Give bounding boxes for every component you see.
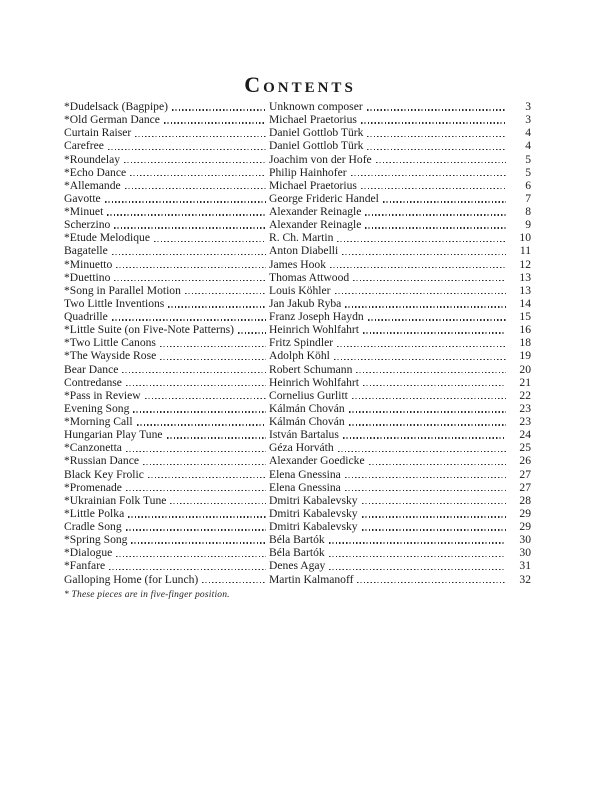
page-number: 5 (525, 165, 531, 179)
composer-name: Jan Jakub Ryba (269, 296, 342, 310)
toc-composer-cell (269, 139, 509, 152)
page-number: 27 (519, 467, 531, 481)
toc-composer-cell (269, 573, 509, 586)
piece-title: Contredanse (64, 375, 122, 389)
toc-row (64, 389, 531, 402)
dot-leader (343, 437, 506, 438)
composer-name: Heinrich Wohlfahrt (269, 375, 359, 389)
dot-leader (367, 149, 506, 150)
toc-composer-cell (269, 323, 509, 336)
toc-title-cell (64, 153, 269, 166)
dot-leader (334, 359, 506, 360)
page-title: Contents (244, 71, 356, 97)
toc-title-cell (64, 533, 269, 546)
piece-title: Bagatelle (64, 244, 108, 258)
toc-title-cell (64, 271, 269, 284)
dot-leader (112, 254, 266, 255)
dot-leader (365, 227, 506, 228)
toc-composer-cell (269, 454, 509, 467)
composer-name: Dmitri Kabalevsky (269, 506, 358, 520)
composer-name: Béla Bartók (269, 546, 325, 560)
composer-name: Alexander Reinagle (269, 218, 362, 232)
dot-leader (361, 188, 506, 189)
dot-leader (337, 346, 506, 347)
toc-row (64, 533, 531, 546)
dot-leader (160, 359, 266, 360)
toc-row (64, 231, 531, 244)
toc-composer-cell (269, 507, 509, 520)
toc-row (64, 336, 531, 349)
toc-title-cell (64, 415, 269, 428)
dot-leader (185, 293, 266, 294)
dot-leader (202, 582, 266, 583)
dot-leader (357, 582, 506, 583)
toc-title-cell (64, 454, 269, 467)
toc-row (64, 126, 531, 139)
toc-row (64, 468, 531, 481)
toc-row (64, 271, 531, 284)
toc-composer-cell (269, 389, 509, 402)
dot-leader (345, 306, 506, 307)
piece-title: Cradle Song (64, 520, 122, 533)
toc-composer-cell (269, 166, 509, 179)
toc-title-cell (64, 520, 269, 533)
piece-title: *Echo Dance (64, 165, 127, 179)
toc-title-cell (64, 166, 269, 179)
page-number: 28 (519, 493, 531, 507)
page-number: 18 (519, 336, 531, 350)
toc-title-cell (64, 573, 269, 586)
toc-composer-cell (269, 310, 509, 323)
toc-row (64, 139, 531, 152)
dot-leader (172, 109, 266, 110)
page-number: 21 (519, 375, 531, 389)
dot-leader (114, 280, 266, 281)
composer-name: Michael Praetorius (269, 113, 357, 127)
dot-leader (362, 529, 506, 530)
dot-leader (148, 477, 266, 478)
composer-name: Unknown composer (269, 100, 363, 113)
toc-composer-cell (269, 231, 509, 244)
piece-title: *Dudelsack (Bagpipe) (64, 100, 168, 113)
toc-composer-cell (269, 533, 509, 546)
toc-row (64, 481, 531, 494)
dot-leader (356, 372, 506, 373)
toc-row (64, 310, 531, 323)
toc-composer-cell (269, 494, 509, 507)
piece-title: *Allemande (64, 178, 121, 192)
dot-leader (112, 319, 266, 320)
toc-title-cell (64, 192, 269, 205)
toc-composer-cell (269, 415, 509, 428)
composer-name: Heinrich Wohlfahrt (269, 323, 359, 337)
toc-title-cell (64, 231, 269, 244)
dot-leader (125, 188, 266, 189)
dot-leader (128, 516, 266, 517)
piece-title: *Pass in Review (64, 388, 141, 402)
toc-composer-cell (269, 284, 509, 297)
dot-leader (143, 464, 266, 465)
composer-name: Elena Gnessina (269, 480, 341, 494)
composer-name: Dmitri Kabalevsky (269, 520, 358, 533)
toc-row (64, 297, 531, 310)
dot-leader (329, 569, 506, 570)
piece-title: Scherzino (64, 218, 111, 232)
dot-leader (376, 162, 506, 163)
piece-title: *The Wayside Rose (64, 349, 157, 363)
dot-leader (349, 424, 506, 425)
toc-title-cell (64, 559, 269, 572)
page-number: 26 (519, 454, 531, 468)
dot-leader (126, 490, 266, 491)
dot-leader (367, 136, 506, 137)
piece-title: *Old German Dance (64, 113, 160, 127)
composer-name: István Bartalus (269, 428, 339, 442)
toc-row (64, 520, 531, 533)
composer-name: Fritz Spindler (269, 336, 334, 350)
toc-composer-cell (269, 376, 509, 389)
composer-name: Elena Gnessina (269, 467, 341, 481)
composer-name: Alexander Goedicke (269, 454, 365, 468)
toc-composer-cell (269, 428, 509, 441)
dot-leader (154, 241, 266, 242)
page-number: 10 (519, 231, 531, 245)
toc-row (64, 415, 531, 428)
dot-leader (116, 267, 266, 268)
toc-title-cell (64, 100, 269, 113)
piece-title: *Morning Call (64, 415, 133, 428)
toc-title-cell (64, 297, 269, 310)
dot-leader (126, 529, 266, 530)
dot-leader (145, 398, 266, 399)
toc-title-cell (64, 428, 269, 441)
page-number: 32 (519, 572, 531, 586)
composer-name: Philip Hainhofer (269, 165, 347, 179)
piece-title: Hungarian Play Tune (64, 428, 163, 442)
dot-leader (337, 241, 506, 242)
toc-row (64, 507, 531, 520)
toc-composer-cell (269, 297, 509, 310)
dot-leader (349, 411, 506, 412)
piece-title: Quadrille (64, 310, 108, 323)
piece-title: *Russian Dance (64, 454, 140, 468)
toc-row (64, 218, 531, 231)
toc-row (64, 441, 531, 454)
toc-title-cell (64, 139, 269, 152)
piece-title: Galloping Home (for Lunch) (64, 572, 199, 586)
dot-leader (338, 451, 506, 452)
dot-leader (126, 385, 266, 386)
toc-composer-cell (269, 192, 509, 205)
toc-composer-cell (269, 153, 509, 166)
composer-name: Adolph Köhl (269, 349, 330, 363)
page-number: 23 (519, 401, 531, 415)
toc-composer-cell (269, 441, 509, 454)
page-number: 5 (525, 152, 531, 166)
toc-row (64, 284, 531, 297)
toc-composer-cell (269, 179, 509, 192)
dot-leader (137, 424, 266, 425)
page-number: 15 (519, 310, 531, 323)
toc-row (64, 363, 531, 376)
dot-leader (114, 227, 266, 228)
composer-name: Géza Horváth (269, 441, 334, 455)
toc-title-cell (64, 507, 269, 520)
piece-title: *Little Suite (on Five-Note Patterns) (64, 323, 235, 337)
toc-composer-cell (269, 481, 509, 494)
composer-name: Daniel Gottlob Türk (269, 139, 364, 153)
composer-name: Franz Joseph Haydn (269, 310, 364, 323)
page-number: 9 (525, 218, 531, 232)
page-number: 27 (519, 480, 531, 494)
toc-row (64, 192, 531, 205)
page-number: 8 (525, 205, 531, 218)
composer-name: Michael Praetorius (269, 178, 357, 192)
composer-name: Joachim von der Hofe (269, 152, 372, 166)
composer-name: Anton Diabelli (269, 244, 339, 258)
toc-composer-cell (269, 546, 509, 559)
toc-row (64, 179, 531, 192)
dot-leader (135, 136, 266, 137)
dot-leader (362, 503, 506, 504)
piece-title: Carefree (64, 139, 104, 153)
toc-row (64, 205, 531, 218)
toc-composer-cell (269, 218, 509, 231)
piece-title: *Dialogue (64, 546, 113, 560)
toc-composer-cell (269, 258, 509, 271)
toc-title-cell (64, 376, 269, 389)
page-number: 12 (519, 257, 531, 271)
toc-title-cell (64, 323, 269, 336)
toc-composer-cell (269, 100, 509, 113)
toc-composer-cell (269, 402, 509, 415)
composer-name: Béla Bartók (269, 533, 325, 547)
composer-name: Alexander Reinagle (269, 205, 362, 218)
toc-title-cell (64, 363, 269, 376)
dot-leader (160, 346, 266, 347)
dot-leader (131, 542, 266, 543)
toc-composer-cell (269, 468, 509, 481)
piece-title: *Song in Parallel Motion (64, 283, 181, 297)
dot-leader (133, 411, 266, 412)
piece-title: *Two Little Canons (64, 336, 156, 350)
toc-row (64, 428, 531, 441)
piece-title: *Little Polka (64, 506, 125, 520)
dot-leader (124, 162, 266, 163)
dot-leader (122, 372, 266, 373)
dot-leader (170, 503, 266, 504)
piece-title: *Fanfare (64, 559, 106, 573)
toc-title-cell (64, 402, 269, 415)
piece-title: *Minuet (64, 205, 104, 218)
toc-row (64, 402, 531, 415)
toc-composer-cell (269, 205, 509, 218)
composer-name: Dmitri Kabalevsky (269, 493, 358, 507)
page-number: 30 (519, 533, 531, 547)
toc-composer-cell (269, 336, 509, 349)
composer-name: Thomas Attwood (269, 270, 350, 284)
toc-composer-cell (269, 271, 509, 284)
page-number: 30 (519, 546, 531, 560)
toc-title-cell (64, 205, 269, 218)
toc-row (64, 349, 531, 362)
dot-leader (105, 201, 266, 202)
toc-row (64, 454, 531, 467)
toc-title-cell (64, 258, 269, 271)
toc-composer-cell (269, 559, 509, 572)
dot-leader (353, 280, 506, 281)
page-number: 3 (525, 100, 531, 113)
toc-composer-cell (269, 244, 509, 257)
composer-name: Kálmán Chován (269, 415, 345, 428)
toc-title-cell (64, 441, 269, 454)
dot-leader (383, 201, 506, 202)
dot-leader (367, 109, 506, 110)
piece-title: Gavotte (64, 191, 101, 205)
page-number: 11 (519, 244, 531, 258)
dot-leader (361, 122, 506, 123)
page-number: 24 (519, 428, 531, 442)
dot-leader (368, 319, 506, 320)
composer-name: James Hook (269, 257, 326, 271)
toc-title-cell (64, 284, 269, 297)
dot-leader (369, 464, 506, 465)
composer-name: Denes Agay (269, 559, 326, 573)
page-number: 23 (519, 415, 531, 428)
toc-row (64, 244, 531, 257)
dot-leader (108, 149, 266, 150)
dot-leader (335, 293, 506, 294)
page-number: 31 (519, 559, 531, 573)
dot-leader (345, 490, 506, 491)
composer-name: Kálmán Chován (269, 401, 345, 415)
page-number: 7 (525, 191, 531, 205)
composer-name: Cornelius Gurlitt (269, 388, 348, 402)
dot-leader (365, 214, 506, 215)
page-number: 25 (519, 441, 531, 455)
composer-name: R. Ch. Martin (269, 231, 334, 245)
toc-row (64, 376, 531, 389)
toc-row (64, 546, 531, 559)
page-number: 13 (519, 270, 531, 284)
dot-leader (362, 516, 506, 517)
toc-row (64, 494, 531, 507)
dot-leader (126, 451, 266, 452)
toc-title-cell (64, 389, 269, 402)
piece-title: *Roundelay (64, 152, 121, 166)
toc-row (64, 323, 531, 336)
toc-row (64, 258, 531, 271)
dot-leader (363, 332, 506, 333)
piece-title: Bear Dance (64, 362, 119, 376)
piece-title: *Canzonetta (64, 441, 122, 455)
toc-title-cell (64, 179, 269, 192)
piece-title: *Minuetto (64, 257, 113, 271)
five-finger-footnote: * These pieces are in five-finger position. (64, 590, 230, 600)
dot-leader (351, 175, 506, 176)
toc-row (64, 559, 531, 572)
toc-composer-cell (269, 363, 509, 376)
toc-title-cell (64, 244, 269, 257)
page-number: 22 (519, 388, 531, 402)
toc-row (64, 113, 531, 126)
page-number: 3 (525, 113, 531, 127)
toc-row (64, 153, 531, 166)
dot-leader (164, 122, 266, 123)
toc-composer-cell (269, 349, 509, 362)
toc-title-cell (64, 546, 269, 559)
composer-name: Robert Schumann (269, 362, 353, 376)
dot-leader (329, 556, 506, 557)
toc-title-cell (64, 126, 269, 139)
dot-leader (167, 437, 266, 438)
composer-name: Louis Köhler (269, 283, 331, 297)
piece-title: Curtain Raiser (64, 126, 132, 140)
page-number: 29 (519, 506, 531, 520)
page-number: 4 (525, 126, 531, 140)
dot-leader (130, 175, 266, 176)
dot-leader (330, 267, 506, 268)
piece-title: Black Key Frolic (64, 467, 144, 481)
piece-title: *Promenade (64, 480, 122, 494)
toc-composer-cell (269, 126, 509, 139)
page-number: 19 (519, 349, 531, 363)
toc-title-cell (64, 349, 269, 362)
dot-leader (352, 398, 506, 399)
page-number: 4 (525, 139, 531, 153)
page-number: 29 (519, 520, 531, 533)
composer-name: Daniel Gottlob Türk (269, 126, 364, 140)
toc-title-cell (64, 218, 269, 231)
piece-title: *Spring Song (64, 533, 128, 547)
toc-title-cell (64, 336, 269, 349)
piece-title: Evening Song (64, 401, 130, 415)
page-number: 6 (525, 178, 531, 192)
piece-title: *Duettino (64, 270, 111, 284)
toc-composer-cell (269, 113, 509, 126)
toc-list (64, 100, 531, 586)
toc-title-cell (64, 113, 269, 126)
page-number: 16 (519, 323, 531, 337)
composer-name: Martin Kalmanoff (269, 572, 354, 586)
page-number: 13 (519, 283, 531, 297)
piece-title: Two Little Inventions (64, 296, 165, 310)
page-number: 20 (519, 362, 531, 376)
toc-row (64, 166, 531, 179)
toc-row (64, 100, 531, 113)
toc-title-cell (64, 468, 269, 481)
toc-composer-cell (269, 520, 509, 533)
dot-leader (342, 254, 506, 255)
dot-leader (345, 477, 506, 478)
composer-name: George Frideric Handel (269, 191, 379, 205)
piece-title: *Ukrainian Folk Tune (64, 493, 167, 507)
toc-title-cell (64, 481, 269, 494)
dot-leader (116, 556, 266, 557)
dot-leader (109, 569, 266, 570)
dot-leader (329, 542, 506, 543)
dot-leader (363, 385, 506, 386)
page-number: 14 (519, 296, 531, 310)
toc-title-cell (64, 310, 269, 323)
toc-row (64, 573, 531, 586)
dot-leader (238, 332, 266, 333)
toc-title-cell (64, 494, 269, 507)
dot-leader (168, 306, 266, 307)
piece-title: *Etude Melodique (64, 231, 150, 245)
dot-leader (107, 214, 266, 215)
